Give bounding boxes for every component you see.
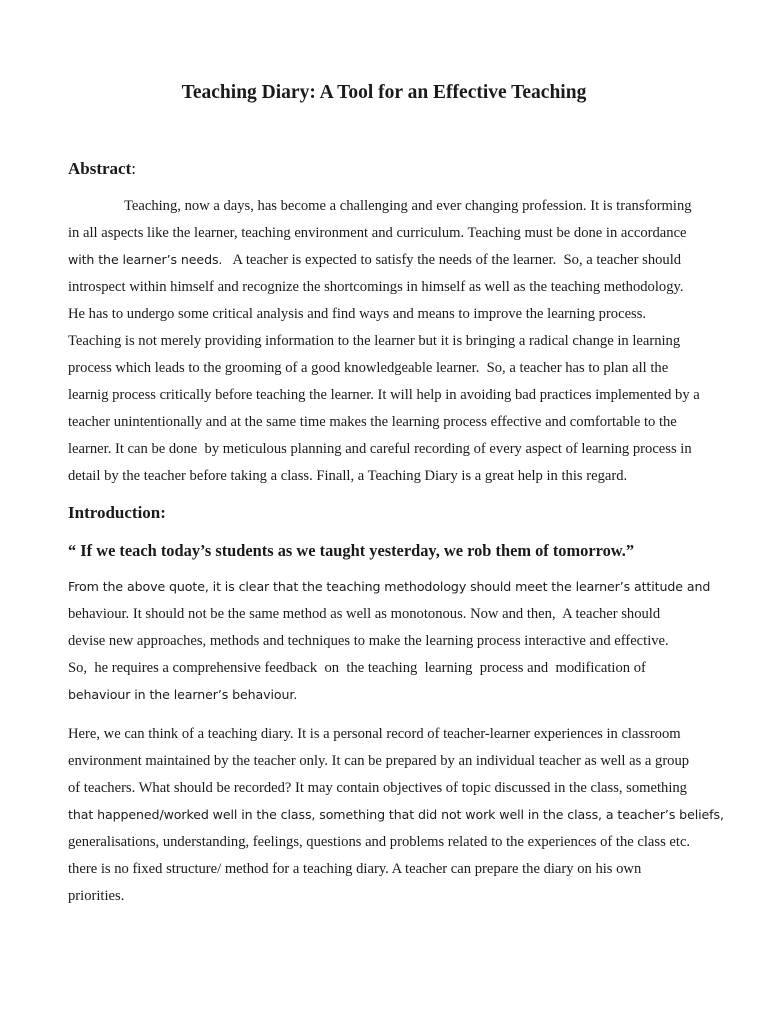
introduction-heading: Introduction: [68,503,166,522]
abstract-line: learnig process critically before teaching the learner. It will help in avoiding bad practices implemented by a [68,387,700,403]
abstract-line: learner. It can be done by meticulous planning and careful recording of every aspect of learning process in [68,441,692,457]
document-title: Teaching Diary: A Tool for an Effective Teaching [181,82,587,103]
abstract-line: detail by the teacher before taking a class. Finall, a Teaching Diary is a great help in this regard. [68,468,628,484]
abstract-line-prefix: with the learner’s needs. [68,252,223,267]
abstract-line: introspect within himself and recognize the shortcomings in himself as well as the teaching methodology. [68,279,684,295]
paragraph-line: behaviour. It should not be the same method as well as monotonous. Now and then, A teacher should [68,606,661,622]
abstract-line [68,251,681,269]
abstract-line-rest: A teacher is expected to satisfy the needs of the learner. So, a teacher should [222,252,682,268]
paragraph-line: environment maintained by the teacher only. It can be prepared by an individual teacher as well as a group [68,753,690,769]
abstract-line: in all aspects like the learner, teaching environment and curriculum. Teaching must be done in accordance [68,225,687,241]
abstract-line: Teaching is not merely providing information to the learner but it is bringing a radical change in learning [68,333,681,349]
paragraph-line: Here, we can think of a teaching diary. It is a personal record of teacher-learner experiences in classroom [68,726,681,742]
paragraph-line [68,686,297,704]
introduction-quote: “ If we teach today’s students as we taught yesterday, we rob them of tomorrow.” [68,541,635,560]
paragraph-line-text: behaviour in the learner’s behaviour. [68,687,298,702]
paragraph-line: there is no fixed structure/ method for a teaching diary. A teacher can prepare the diary on his own [68,861,642,877]
paragraph-line-text: that happened/worked well in the class, something that did not work well in the class, a teacher’s beliefs, [68,807,724,822]
abstract-heading-colon: : [131,159,136,178]
paragraph-line-text: From the above quote, it is clear that the teaching methodology should meet the learner’s attitude and [68,579,711,594]
paragraph-line: of teachers. What should be recorded? It may contain objectives of topic discussed in the class, something [68,780,687,796]
paragraph-line: priorities. [68,888,125,904]
abstract-line: teacher unintentionally and at the same time makes the learning process effective and comfortable to the [68,414,677,430]
paragraph-line [68,806,724,824]
abstract-line: He has to undergo some critical analysis and find ways and means to improve the learning process. [68,306,647,322]
paragraph-line: devise new approaches, methods and techniques to make the learning process interactive and effective. [68,633,669,649]
abstract-heading-text: Abstract [68,159,132,178]
paragraph-line [68,578,710,596]
abstract-line: Teaching, now a days, has become a challenging and ever changing profession. It is transforming [124,198,692,214]
paragraph-line: So, he requires a comprehensive feedback on the teaching learning process and modification of [68,660,646,676]
abstract-heading [68,159,136,179]
paragraph-line: generalisations, understanding, feelings, questions and problems related to the experiences of the class etc. [68,834,691,850]
abstract-line: process which leads to the grooming of a good knowledgeable learner. So, a teacher has to plan all the [68,360,669,376]
